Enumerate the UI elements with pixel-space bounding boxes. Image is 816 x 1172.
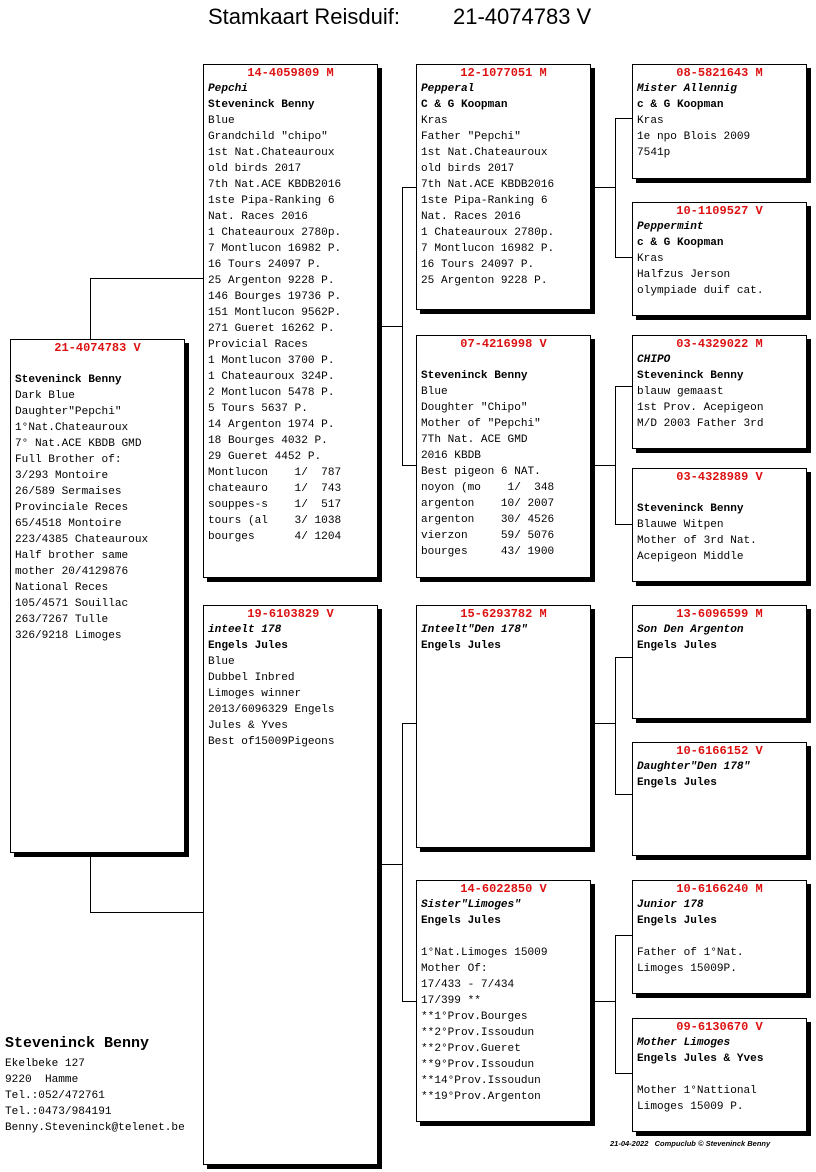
connector-line xyxy=(90,912,204,913)
info-line: 146 Bourges 19736 P. xyxy=(208,291,342,303)
info-line: Provinciale Reces xyxy=(15,502,129,514)
owner-name: Steveninck Benny xyxy=(208,99,315,111)
connector-line xyxy=(590,723,615,724)
ring-number: 10-6166152 V xyxy=(676,744,763,758)
pigeon-card-mm-mother xyxy=(632,1018,807,1132)
info-line: **19°Prov.Argenton xyxy=(421,1091,541,1103)
info-line: old birds 2017 xyxy=(421,163,515,175)
info-line: 25 Argenton 9228 P. xyxy=(208,275,335,287)
info-line: 1st Nat.Chateauroux xyxy=(421,147,548,159)
info-line: Half brother same xyxy=(15,550,129,562)
connector-line xyxy=(615,1073,633,1074)
info-line: **1°Prov.Bourges xyxy=(421,1011,528,1023)
footer-credit: Compuclub © Steveninck Benny xyxy=(654,1139,771,1148)
info-line: Daughter"Pepchi" xyxy=(15,406,122,418)
owner-name: c & G Koopman xyxy=(637,237,724,249)
info-line: bourges 4/ 1204 xyxy=(208,531,342,543)
info-line: 7Th Nat. ACE GMD xyxy=(421,434,528,446)
pigeon-name: Peppermint xyxy=(637,221,704,233)
info-line: chateauro 1/ 743 xyxy=(208,483,342,495)
connector-line xyxy=(402,1001,417,1002)
ring-number: 21-4074783 V xyxy=(54,341,141,355)
info-line: argenton 10/ 2007 xyxy=(421,498,555,510)
connector-line xyxy=(90,278,204,279)
connector-line xyxy=(402,465,417,466)
info-line: 17/433 - 7/434 xyxy=(421,979,515,991)
info-line: 1 Chateauroux 2780p. xyxy=(208,227,342,239)
ring-number: 15-6293782 M xyxy=(460,607,547,621)
info-line: 2 Montlucon 5478 P. xyxy=(208,387,335,399)
pigeon-card-ff-mother xyxy=(632,202,807,316)
info-line: 5 Tours 5637 P. xyxy=(208,403,308,415)
pigeon-card-maternal-grandmother xyxy=(416,880,591,1122)
info-line: Montlucon 1/ 787 xyxy=(208,467,342,479)
info-line: Doughter "Chipo" xyxy=(421,402,528,414)
pigeon-name: Sister"Limoges" xyxy=(421,899,521,911)
pigeon-name: CHIPO xyxy=(637,354,671,366)
info-line: 18 Bourges 4032 P. xyxy=(208,435,328,447)
info-line: 1ste Pipa-Ranking 6 xyxy=(421,195,548,207)
info-line: 263/7267 Tulle xyxy=(15,614,109,626)
info-line: argenton 30/ 4526 xyxy=(421,514,555,526)
info-line: Best pigeon 6 NAT. xyxy=(421,466,541,478)
info-line: Limoges 15009 P. xyxy=(637,1101,744,1113)
info-line: Best of15009Pigeons xyxy=(208,736,335,748)
pigeon-card-mf-mother xyxy=(632,742,807,856)
connector-line xyxy=(615,118,633,119)
owner-name: Engels Jules xyxy=(637,640,717,652)
owner-name: Engels Jules xyxy=(637,915,717,927)
info-line: noyon (mo 1/ 348 xyxy=(421,482,555,494)
connector-line xyxy=(615,386,633,387)
breeder-name: Steveninck Benny xyxy=(5,1035,150,1052)
info-line: Kras xyxy=(421,115,448,127)
pigeon-card-ff-father xyxy=(632,64,807,179)
info-line: 16 Tours 24097 P. xyxy=(421,259,535,271)
info-line: 1°Nat.Chateauroux xyxy=(15,422,129,434)
info-line: 1 Chateauroux 324P. xyxy=(208,371,335,383)
connector-line xyxy=(402,187,417,188)
info-line: old birds 2017 xyxy=(208,163,302,175)
owner-name: C & G Koopman xyxy=(421,99,508,111)
info-line: Mother 1°Nattional xyxy=(637,1085,757,1097)
ring-number: 07-4216998 V xyxy=(460,337,547,351)
connector-line xyxy=(615,524,633,525)
pigeon-name: Mister Allennig xyxy=(637,83,737,95)
info-line: 1 Chateauroux 2780p. xyxy=(421,227,555,239)
info-line: 29 Gueret 4452 P. xyxy=(208,451,322,463)
info-line: Steveninck Benny xyxy=(15,374,122,386)
connector-line xyxy=(90,852,91,912)
info-line: 1st Nat.Chateauroux xyxy=(208,147,335,159)
info-line: 2013/6096329 Engels xyxy=(208,704,335,716)
info-line: 1°Nat.Limoges 15009 xyxy=(421,947,548,959)
pigeon-card-mm-father xyxy=(632,880,807,994)
info-line: bourges 43/ 1900 xyxy=(421,546,555,558)
pigeon-name xyxy=(637,485,802,501)
info-line: Blue xyxy=(208,656,235,668)
info-line xyxy=(421,929,586,945)
info-line: 16 Tours 24097 P. xyxy=(208,259,322,271)
breeder-phone: Tel.:052/472761 xyxy=(5,1090,105,1102)
info-line: 26/589 Sermaises xyxy=(15,486,122,498)
info-line: Mother of "Pepchi" xyxy=(421,418,541,430)
connector-line xyxy=(615,657,616,794)
ring-number: 03-4329022 M xyxy=(676,337,763,351)
info-line: Dubbel Inbred xyxy=(208,672,295,684)
info-line: 1e npo Blois 2009 xyxy=(637,131,751,143)
ring-number: 19-6103829 V xyxy=(247,607,334,621)
info-line: 14 Argenton 1974 P. xyxy=(208,419,335,431)
pigeon-card-father xyxy=(203,64,378,578)
info-line: Jules & Yves xyxy=(208,720,288,732)
info-line: Father "Pepchi" xyxy=(421,131,521,143)
pigeon-name: Inteelt"Den 178" xyxy=(421,624,528,636)
info-line: Blue xyxy=(421,386,448,398)
info-line: 3/293 Montoire xyxy=(15,470,109,482)
connector-line xyxy=(615,794,633,795)
pigeon-card-maternal-grandfather xyxy=(416,605,591,848)
info-line: 17/399 ** xyxy=(421,995,481,1007)
ring-number: 09-6130670 V xyxy=(676,1020,763,1034)
ring-number: 13-6096599 M xyxy=(676,607,763,621)
connector-line xyxy=(590,187,615,188)
info-line: **9°Prov.Issoudun xyxy=(421,1059,535,1071)
connector-line xyxy=(590,1001,615,1002)
info-line: 105/4571 Souillac xyxy=(15,598,129,610)
info-line: 326/9218 Limoges xyxy=(15,630,122,642)
title-ring: 21-4074783 V xyxy=(453,4,592,29)
owner-name: Engels Jules xyxy=(208,640,288,652)
connector-line xyxy=(615,118,616,257)
info-line: National Reces xyxy=(15,582,109,594)
ring-number: 08-5821643 M xyxy=(676,66,763,80)
info-line xyxy=(637,929,802,945)
info-line: Mother of 3rd Nat. xyxy=(637,535,757,547)
info-line: Father of 1°Nat. xyxy=(637,947,744,959)
info-line: 1 Montlucon 3700 P. xyxy=(208,355,335,367)
info-line xyxy=(637,1067,802,1083)
info-line: souppes-s 1/ 517 xyxy=(208,499,342,511)
owner-name: Engels Jules & Yves xyxy=(637,1053,764,1065)
connector-line xyxy=(615,386,616,524)
pigeon-name xyxy=(421,352,586,368)
pigeon-name: Mother Limoges xyxy=(637,1037,731,1049)
breeder-city: 9220 Hamme xyxy=(5,1074,79,1086)
info-line: **2°Prov.Issoudun xyxy=(421,1027,535,1039)
pigeon-name: Pepchi xyxy=(208,83,248,95)
pigeon-card-mother xyxy=(203,605,378,1165)
ring-number: 03-4328989 V xyxy=(676,470,763,484)
info-line: Limoges 15009P. xyxy=(637,963,737,975)
info-line: tours (al 3/ 1038 xyxy=(208,515,342,527)
ring-number: 14-6022850 V xyxy=(460,882,547,896)
owner-name: Steveninck Benny xyxy=(421,370,528,382)
pigeon-card-paternal-grandfather xyxy=(416,64,591,310)
info-line: Blauwe Witpen xyxy=(637,519,724,531)
info-line: Nat. Races 2016 xyxy=(421,211,521,223)
title-label: Stamkaart Reisduif: xyxy=(208,4,400,29)
info-line: M/D 2003 Father 3rd xyxy=(637,418,764,430)
ring-number: 12-1077051 M xyxy=(460,66,547,80)
info-line: mother 20/4129876 xyxy=(15,566,129,578)
info-line: 7 Montlucon 16982 P. xyxy=(421,243,555,255)
info-line: Full Brother of: xyxy=(15,454,122,466)
info-line: Grandchild "chipo" xyxy=(208,131,328,143)
info-line: 7th Nat.ACE KBDB2016 xyxy=(421,179,555,191)
info-line: vierzon 59/ 5076 xyxy=(421,530,555,542)
info-line: 151 Montlucon 9562P. xyxy=(208,307,342,319)
info-line: 1st Prov. Acepigeon xyxy=(637,402,764,414)
info-line: Limoges winner xyxy=(208,688,302,700)
ring-number: 10-1109527 V xyxy=(676,204,763,218)
info-line: 25 Argenton 9228 P. xyxy=(421,275,548,287)
info-line: Nat. Races 2016 xyxy=(208,211,308,223)
pigeon-name: Son Den Argenton xyxy=(637,624,744,636)
connector-line xyxy=(615,257,633,258)
info-line: Blue xyxy=(208,115,235,127)
connector-line xyxy=(590,465,615,466)
connector-line xyxy=(377,326,402,327)
owner-name: Steveninck Benny xyxy=(637,503,744,515)
connector-line xyxy=(615,935,616,1073)
pigeon-card-mf-father xyxy=(632,605,807,719)
info-line: Provicial Races xyxy=(208,339,308,351)
ring-number: 10-6166240 M xyxy=(676,882,763,896)
info-line: Acepigeon Middle xyxy=(637,551,744,563)
connector-line xyxy=(615,935,633,936)
info-line: **2°Prov.Gueret xyxy=(421,1043,521,1055)
info-line: 7° Nat.ACE KBDB GMD xyxy=(15,438,142,450)
owner-name: Engels Jules xyxy=(637,777,717,789)
breeder-mobile: Tel.:0473/984191 xyxy=(5,1106,112,1118)
pigeon-name: Junior 178 xyxy=(637,899,704,911)
pigeon-name: Daughter"Den 178" xyxy=(637,761,751,773)
info-line: 271 Gueret 16262 P. xyxy=(208,323,335,335)
connector-line xyxy=(615,657,633,658)
info-line: Halfzus Jerson xyxy=(637,269,731,281)
pigeon-name: Pepperal xyxy=(421,83,475,95)
info-line: 223/4385 Chateauroux xyxy=(15,534,149,546)
pigeon-card-fm-father xyxy=(632,335,807,449)
footer-date: 21-04-2022 xyxy=(610,1139,649,1148)
connector-line xyxy=(402,723,403,1001)
info-line: 65/4518 Montoire xyxy=(15,518,122,530)
owner-name: Engels Jules xyxy=(421,640,501,652)
info-line: 7 Montlucon 16982 P. xyxy=(208,243,342,255)
breeder-address: Ekelbeke 127 xyxy=(5,1058,85,1070)
info-line: Kras xyxy=(637,115,664,127)
info-line: Mother Of: xyxy=(421,963,488,975)
breeder-email: Benny.Steveninck@telenet.be xyxy=(5,1122,185,1134)
pigeon-name: inteelt 178 xyxy=(208,624,282,636)
ring-number: 14-4059809 M xyxy=(247,66,334,80)
owner-name: Steveninck Benny xyxy=(637,370,744,382)
info-line: blauw gemaast xyxy=(637,386,724,398)
info-line: **14°Prov.Issoudun xyxy=(421,1075,541,1087)
connector-line xyxy=(377,864,402,865)
breeder-info xyxy=(5,1034,185,1136)
info-line: Kras xyxy=(637,253,664,265)
pigeon-card-subject xyxy=(10,339,185,853)
info-line: 7th Nat.ACE KBDB2016 xyxy=(208,179,342,191)
blank-line xyxy=(15,356,180,372)
connector-line xyxy=(90,278,91,340)
info-line: olympiade duif cat. xyxy=(637,285,764,297)
pigeon-card-fm-mother xyxy=(632,468,807,582)
connector-line xyxy=(402,187,403,465)
page-title xyxy=(0,4,816,32)
footer xyxy=(610,1139,770,1148)
info-line: 1ste Pipa-Ranking 6 xyxy=(208,195,335,207)
owner-name: c & G Koopman xyxy=(637,99,724,111)
info-line: Dark Blue xyxy=(15,390,75,402)
pigeon-card-paternal-grandmother xyxy=(416,335,591,578)
connector-line xyxy=(402,723,417,724)
info-line: 2016 KBDB xyxy=(421,450,481,462)
owner-name: Engels Jules xyxy=(421,915,501,927)
info-line: 7541p xyxy=(637,147,671,159)
